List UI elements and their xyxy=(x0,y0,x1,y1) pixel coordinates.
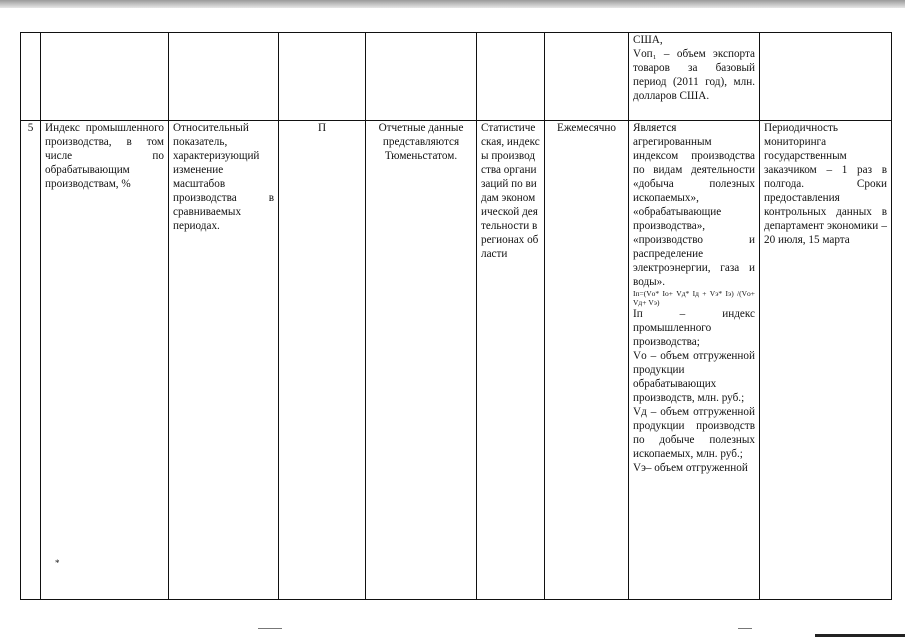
cell-empty xyxy=(21,33,41,121)
table-row-5 xyxy=(21,121,892,600)
term-line: Iп – индекс промышленного производства; xyxy=(633,308,755,348)
cell-empty xyxy=(41,33,169,121)
scan-mark xyxy=(258,628,282,629)
cell-definition xyxy=(629,121,760,600)
term-line: Vо – объем отгруженной продукции обрабатывающих производств, млн. руб.; xyxy=(633,350,755,404)
formula: Iп=(Vо* Iо+ Vд* Iд + Vэ* Iэ) /(Vо+ Vд+ Vэ) xyxy=(633,289,755,307)
cell-definition-continued xyxy=(629,33,760,121)
cell-method: Статистическая, индексы производства организаций по видам экономической деятельности в регионах области xyxy=(477,121,545,600)
asterisk-mark: * xyxy=(55,558,60,568)
cell-empty xyxy=(545,33,629,121)
term-line: Vэ– объем отгруженной xyxy=(633,462,748,474)
term-line: Vд – объем отгруженной продукции производств по добыче полезных ископаемых, млн. руб.; xyxy=(633,406,755,460)
cell-data-source: Отчетные данные представляются Тюменьстатом. xyxy=(366,121,477,600)
cell-empty xyxy=(279,33,366,121)
definition-intro: Является агрегированным индексом производства по видам деятельности «добыча полезных ископаемых», «обрабатывающие производства», «производство и распределение электроэнергии, газа и воды». xyxy=(633,122,755,288)
cell-indicator xyxy=(41,121,169,600)
cell-unit: П xyxy=(279,121,366,600)
cell-frequency: Ежемесячно xyxy=(545,121,629,600)
cell-monitoring: Периодичность мониторинга государственным заказчиком – 1 раз в полгода. Сроки предоставления контрольных данных в департамент экономики – 20 июля, 15 марта xyxy=(760,121,892,600)
scan-mark xyxy=(815,634,905,637)
cell-empty xyxy=(477,33,545,121)
table-row-continued xyxy=(21,33,892,121)
cell-number: 5 xyxy=(21,121,41,600)
indicator-table xyxy=(20,32,892,600)
scan-top-edge xyxy=(0,0,905,8)
cell-characteristic: Относительный показатель, характеризующий изменение масштабов производства в сравниваемых периодах. xyxy=(169,121,279,600)
scan-mark xyxy=(738,628,752,629)
definition-line: США, xyxy=(633,34,663,46)
cell-empty xyxy=(366,33,477,121)
definition-line: Vоп₁ – объем экспорта товаров за базовый период (2011 год), млн. долларов США. xyxy=(633,48,755,102)
indicator-name: Индекс промышленного производства, в том числе по обрабатывающим производствам, % xyxy=(45,122,164,190)
cell-empty xyxy=(169,33,279,121)
cell-empty xyxy=(760,33,892,121)
